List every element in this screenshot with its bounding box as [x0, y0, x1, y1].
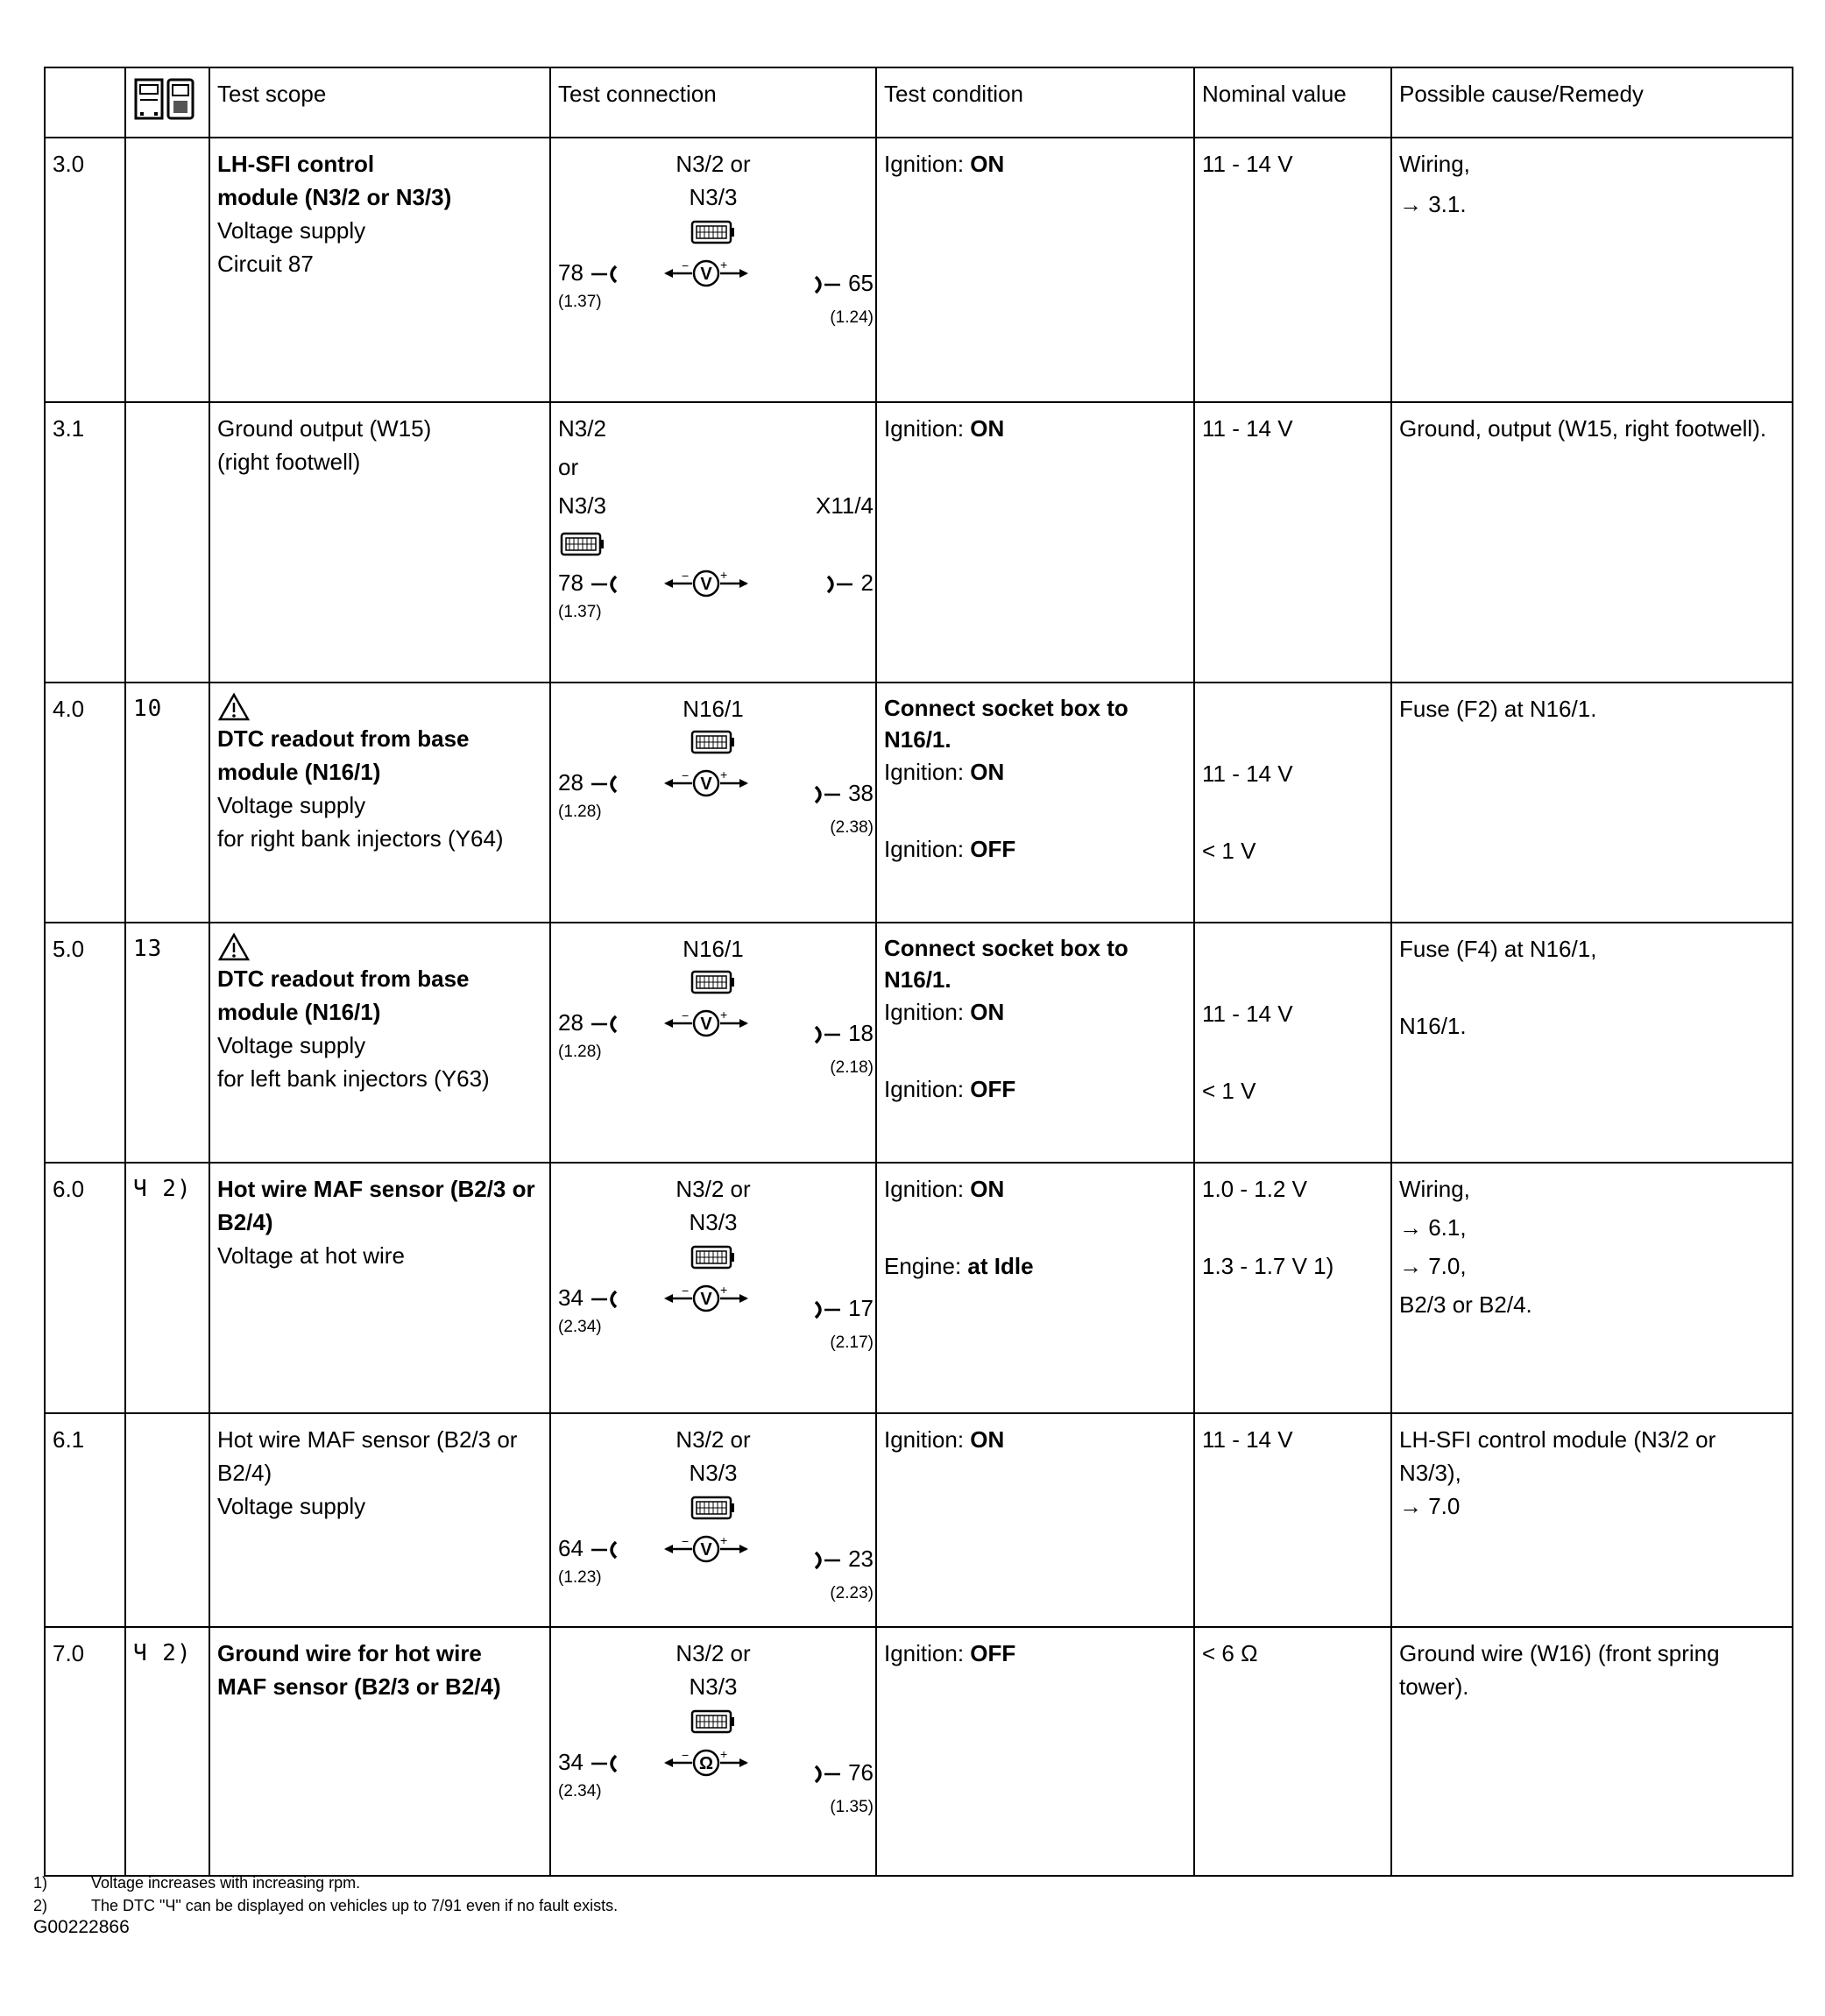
condition-line: [884, 412, 1186, 445]
test-condition: [876, 1413, 1194, 1627]
pin-right-reference: (2.38): [830, 818, 874, 837]
socket-right-icon: [823, 574, 854, 595]
test-connection: [550, 1413, 876, 1627]
condition-value: ON: [970, 151, 1005, 177]
pin-left-number: 34: [558, 1284, 584, 1311]
svg-text:+: +: [720, 767, 728, 782]
pin-right: [810, 780, 874, 806]
connector-box: [690, 729, 732, 753]
connection-module-label: N3/3: [689, 1209, 738, 1235]
pin-right: [810, 1020, 874, 1046]
nominal-value: [1194, 402, 1391, 683]
pin-right: [810, 1759, 874, 1786]
connection-module-label: N3/3: [689, 184, 738, 210]
dtc-code: Ч 2): [125, 1163, 209, 1413]
connection-module-label: or: [558, 454, 579, 480]
test-connection: [550, 1163, 876, 1413]
remedy-line: N3/3),: [1399, 1460, 1461, 1486]
pin-left: [558, 1009, 621, 1036]
test-connection: [550, 402, 876, 683]
socket-left-icon: [590, 264, 621, 285]
scope-line: for right bank injectors (Y64): [217, 825, 504, 852]
pin-left-number: 28: [558, 1009, 584, 1036]
test-meter: [662, 1533, 750, 1574]
connector-icon: [690, 1708, 736, 1735]
nominal-value: [1194, 138, 1391, 402]
condition-line: [884, 147, 1186, 180]
warning-icon: [217, 692, 251, 722]
condition-line: [884, 755, 1186, 789]
condition-value: ON: [970, 1426, 1005, 1453]
svg-text:−: −: [682, 1534, 690, 1548]
pin-right-reference: (1.35): [830, 1798, 874, 1816]
connector-icon: [690, 729, 736, 755]
nominal-line: < 6 Ω: [1202, 1640, 1258, 1666]
scope-line: Hot wire MAF sensor (B2/3 or: [217, 1426, 518, 1453]
nominal-value: [1194, 923, 1391, 1163]
test-connection: [550, 923, 876, 1163]
scope-line: for left bank injectors (Y63): [217, 1065, 490, 1092]
pin-right-reference: (1.24): [830, 308, 874, 327]
nominal-line: 1.3 - 1.7 V 1): [1202, 1253, 1334, 1279]
connection-module-label: N3/2 or: [676, 1640, 751, 1666]
svg-text:+: +: [720, 1283, 728, 1297]
table-row: [45, 683, 1793, 923]
svg-text:+: +: [720, 1747, 728, 1761]
test-scope: [209, 1163, 550, 1413]
scope-line: module (N16/1): [217, 759, 381, 785]
condition-value: ON: [970, 759, 1005, 785]
socket-left-icon: [590, 1539, 621, 1560]
condition-instruction: Connect socket box to: [884, 935, 1128, 961]
document-id: G00222866: [33, 1917, 130, 1937]
scope-line: Voltage supply: [217, 792, 366, 818]
nominal-line: 11 - 14 V: [1202, 415, 1293, 442]
connector-icon: [690, 219, 736, 245]
test-scope: [209, 402, 550, 683]
scope-line: B2/4): [217, 1460, 272, 1486]
step-number: 4.0: [45, 683, 125, 923]
test-scope: [209, 1413, 550, 1627]
pin-right-number: 38: [848, 780, 874, 806]
condition-instruction: Connect socket box to: [884, 695, 1128, 721]
condition-line: [884, 1249, 1186, 1283]
meter-symbol: V: [700, 1540, 712, 1560]
connection-module-label: N3/3: [689, 1673, 738, 1700]
pin-left-number: 64: [558, 1535, 584, 1561]
connector-icon: [690, 1495, 736, 1521]
tester-icon: [133, 77, 196, 121]
voltmeter-icon: [662, 1533, 750, 1565]
table-row: [45, 402, 1793, 683]
connector-icon: [690, 969, 736, 995]
remedy-line: Fuse (F4) at N16/1,: [1399, 936, 1597, 962]
scope-line: B2/4): [217, 1209, 273, 1235]
socket-right-icon: [810, 1024, 842, 1045]
pin-right: [810, 1295, 874, 1321]
remedy-line: Ground wire (W16) (front spring: [1399, 1640, 1720, 1666]
condition-line: [884, 832, 1186, 866]
svg-text:+: +: [720, 1008, 728, 1022]
condition-line: [884, 995, 1186, 1029]
connection-diagram: [551, 1414, 875, 1626]
meter-symbol: Ω: [698, 1754, 714, 1773]
dtc-code: [125, 1413, 209, 1627]
pin-right-reference: (2.17): [830, 1333, 874, 1352]
socket-right-icon: [810, 1299, 842, 1320]
connection-ground-label: X11/4: [815, 492, 874, 519]
remedy-line: tower).: [1399, 1673, 1469, 1700]
possible-remedy: [1391, 1163, 1793, 1413]
scope-line: Voltage supply: [217, 1032, 366, 1058]
pin-left: [558, 1749, 621, 1775]
socket-left-icon: [590, 574, 621, 595]
test-meter: [662, 568, 750, 608]
scope-line: Hot wire MAF sensor (B2/3 or: [217, 1176, 535, 1202]
pin-left-reference: (2.34): [558, 1318, 602, 1336]
remedy-line: Wiring,: [1399, 151, 1470, 177]
test-condition: [876, 1627, 1194, 1876]
table-row: [45, 1627, 1793, 1876]
condition-line: [884, 1423, 1186, 1456]
condition-label: Ignition:: [884, 1076, 971, 1102]
connection-module-label: N3/2 or: [676, 1426, 751, 1453]
socket-right-icon: [810, 1550, 842, 1571]
condition-label: Ignition:: [884, 1640, 971, 1666]
pin-left-reference: (1.28): [558, 803, 602, 821]
meter-symbol: V: [700, 1015, 712, 1034]
test-scope: [209, 1627, 550, 1876]
test-connection: [550, 683, 876, 923]
connector-box: [690, 1495, 732, 1519]
nominal-line: < 1 V: [1202, 838, 1256, 864]
pin-right-reference: (2.18): [830, 1058, 874, 1077]
meter-symbol: V: [700, 1290, 712, 1309]
condition-label: Ignition:: [884, 759, 971, 785]
test-meter: [662, 767, 750, 808]
nominal-value: [1194, 683, 1391, 923]
footnote-number: 1): [33, 1874, 48, 1892]
test-condition: [876, 138, 1194, 402]
table-row: [45, 1413, 1793, 1627]
possible-remedy: [1391, 1627, 1793, 1876]
footnote-number: 2): [33, 1897, 48, 1914]
connector-icon: [560, 531, 605, 557]
connection-module-label: N3/3: [558, 492, 606, 519]
remedy-line: → 3.1.: [1399, 191, 1467, 217]
pin-left-number: 78: [558, 569, 584, 596]
pin-left-reference: (2.34): [558, 1782, 602, 1800]
scope-line: Ground wire for hot wire: [217, 1640, 482, 1666]
table-header-row: [45, 67, 1793, 138]
step-number: 7.0: [45, 1627, 125, 1876]
pin-left: [558, 259, 621, 286]
voltmeter-icon: [662, 258, 750, 289]
condition-value: OFF: [970, 1076, 1016, 1102]
socket-left-icon: [590, 1289, 621, 1310]
step-number: 6.1: [45, 1413, 125, 1627]
condition-label: Ignition:: [884, 1426, 971, 1453]
scope-line: module (N16/1): [217, 999, 381, 1025]
scope-line: DTC readout from base: [217, 966, 470, 992]
header-connection: Test connection: [550, 67, 876, 138]
test-condition: [876, 402, 1194, 683]
possible-remedy: [1391, 402, 1793, 683]
pin-right: [810, 270, 874, 296]
pin-left-reference: (1.28): [558, 1043, 602, 1061]
meter-symbol: V: [700, 775, 712, 794]
svg-text:+: +: [720, 258, 728, 272]
warning-icon: [217, 932, 251, 962]
pin-right: [810, 1546, 874, 1572]
connector-box: [690, 219, 732, 244]
test-condition: [876, 1163, 1194, 1413]
scope-line: (right footwell): [217, 449, 361, 475]
svg-text:−: −: [682, 569, 690, 583]
nominal-value: [1194, 1627, 1391, 1876]
test-condition: [876, 683, 1194, 923]
test-condition: [876, 923, 1194, 1163]
scope-line: Voltage supply: [217, 217, 366, 244]
footnote-text: The DTC "Ч" can be displayed on vehicles up to 7/91 even if no fault exists.: [91, 1897, 619, 1914]
connection-module-label: N3/2 or: [676, 151, 751, 177]
socket-right-icon: [810, 784, 842, 805]
diagnostic-table-sheet: [44, 67, 1792, 1877]
step-number: 3.1: [45, 402, 125, 683]
scope-line: module (N3/2 or N3/3): [217, 184, 452, 210]
pin-left: [558, 1535, 621, 1561]
test-meter: [662, 1008, 750, 1048]
condition-label: Ignition:: [884, 1176, 971, 1202]
condition-line: [884, 1072, 1186, 1106]
connection-diagram: [551, 138, 875, 401]
test-connection: [550, 138, 876, 402]
connection-module-label: N16/1: [683, 696, 744, 722]
header-remedy: Possible cause/Remedy: [1391, 67, 1793, 138]
remedy-line: Ground, output (W15, right footwell).: [1399, 415, 1767, 442]
socket-left-icon: [590, 774, 621, 795]
remedy-line: Wiring,: [1399, 1176, 1470, 1202]
step-number: 3.0: [45, 138, 125, 402]
possible-remedy: [1391, 923, 1793, 1163]
connection-module-label: N3/2 or: [676, 1176, 751, 1202]
pin-right-number: 76: [848, 1759, 874, 1786]
remedy-line: LH-SFI control module (N3/2 or: [1399, 1426, 1716, 1453]
condition-label: Ignition:: [884, 415, 971, 442]
connector-icon: [690, 1244, 736, 1270]
svg-text:−: −: [682, 1008, 690, 1022]
test-scope: [209, 683, 550, 923]
pin-left-number: 78: [558, 259, 584, 286]
nominal-line: 11 - 14 V: [1202, 1001, 1293, 1027]
pin-right-number: 18: [848, 1020, 874, 1046]
remedy-line: N16/1.: [1399, 1013, 1467, 1039]
voltmeter-icon: [662, 1283, 750, 1314]
pin-right: [823, 569, 874, 596]
socket-left-icon: [590, 1753, 621, 1774]
possible-remedy: [1391, 138, 1793, 402]
nominal-line: < 1 V: [1202, 1078, 1256, 1104]
dtc-code: [125, 138, 209, 402]
connection-diagram: [551, 683, 875, 922]
socket-right-icon: [810, 1764, 842, 1785]
remedy-line: → 6.1,: [1399, 1214, 1467, 1241]
scope-line: LH-SFI control: [217, 151, 375, 177]
pin-right-number: 23: [848, 1546, 874, 1572]
pin-right-reference: (2.23): [830, 1584, 874, 1602]
test-meter: [662, 258, 750, 298]
condition-value: ON: [970, 999, 1005, 1025]
connection-module-label: N3/3: [689, 1460, 738, 1486]
test-meter: [662, 1283, 750, 1323]
svg-text:−: −: [682, 1284, 690, 1298]
scope-line: Circuit 87: [217, 251, 314, 277]
pin-right-number: 17: [848, 1295, 874, 1321]
remedy-line: → 7.0,: [1399, 1253, 1467, 1279]
dtc-code: 10: [125, 683, 209, 923]
header-tool: [125, 67, 209, 138]
condition-label: Ignition:: [884, 999, 971, 1025]
table-row: [45, 923, 1793, 1163]
footnote: [33, 1894, 618, 1917]
step-number: 6.0: [45, 1163, 125, 1413]
condition-value: OFF: [970, 836, 1016, 862]
connection-module-label: N16/1: [683, 936, 744, 962]
pin-right-number: 2: [860, 569, 874, 596]
dtc-code: 13: [125, 923, 209, 1163]
footnote-text: Voltage increases with increasing rpm.: [91, 1874, 361, 1892]
socket-right-icon: [810, 274, 842, 295]
footnotes: [33, 1871, 618, 1917]
svg-text:+: +: [720, 1533, 728, 1547]
nominal-line: 11 - 14 V: [1202, 1426, 1293, 1453]
dtc-code: Ч 2): [125, 1627, 209, 1876]
scope-line: Voltage supply: [217, 1493, 366, 1519]
possible-remedy: [1391, 683, 1793, 923]
condition-label: Ignition:: [884, 151, 971, 177]
condition-label: Engine:: [884, 1253, 968, 1279]
svg-text:+: +: [720, 568, 728, 582]
pin-left: [558, 569, 621, 596]
scope-line: Ground output (W15): [217, 415, 432, 442]
test-scope: [209, 923, 550, 1163]
svg-text:−: −: [682, 1748, 690, 1762]
nominal-value: [1194, 1413, 1391, 1627]
condition-value: at Idle: [967, 1253, 1034, 1279]
pin-right-number: 65: [848, 270, 874, 296]
test-connection: [550, 1627, 876, 1876]
svg-text:−: −: [682, 768, 690, 782]
header-scope: Test scope: [209, 67, 550, 138]
pin-left-number: 34: [558, 1749, 584, 1775]
footnote: [33, 1871, 618, 1894]
ohmmeter-icon: [662, 1747, 750, 1779]
connector-box: [690, 969, 732, 994]
pin-left-reference: (1.23): [558, 1568, 602, 1587]
test-meter: [662, 1747, 750, 1787]
connection-diagram: [551, 403, 875, 682]
nominal-value: [1194, 1163, 1391, 1413]
header-condition: Test condition: [876, 67, 1194, 138]
pin-left-number: 28: [558, 769, 584, 796]
pin-left: [558, 769, 621, 796]
connection-diagram: [551, 923, 875, 1162]
pin-left: [558, 1284, 621, 1311]
connector-box: [560, 531, 602, 555]
condition-instruction: N16/1.: [884, 966, 951, 993]
meter-symbol: V: [700, 575, 712, 594]
scope-line: MAF sensor (B2/3 or B2/4): [217, 1673, 501, 1700]
connector-box: [690, 1708, 732, 1733]
condition-line: [884, 1637, 1186, 1670]
header-step: [45, 67, 125, 138]
condition-instruction: N16/1.: [884, 726, 951, 753]
voltmeter-icon: [662, 568, 750, 599]
connection-diagram: [551, 1628, 875, 1875]
remedy-line: Fuse (F2) at N16/1.: [1399, 696, 1597, 722]
meter-symbol: V: [700, 265, 712, 284]
condition-value: OFF: [970, 1640, 1016, 1666]
nominal-line: 1.0 - 1.2 V: [1202, 1176, 1307, 1202]
condition-value: ON: [970, 415, 1005, 442]
condition-label: Ignition:: [884, 836, 971, 862]
nominal-line: 11 - 14 V: [1202, 151, 1293, 177]
header-nominal: Nominal value: [1194, 67, 1391, 138]
nominal-line: 11 - 14 V: [1202, 760, 1293, 787]
connector-box: [690, 1244, 732, 1269]
condition-line: [884, 1172, 1186, 1206]
connection-module-label: N3/2: [558, 415, 606, 442]
step-number: 5.0: [45, 923, 125, 1163]
pin-left-reference: (1.37): [558, 293, 602, 311]
svg-text:−: −: [682, 258, 690, 272]
diagnostic-table: [44, 67, 1793, 1877]
possible-remedy: [1391, 1413, 1793, 1627]
remedy-line: B2/3 or B2/4.: [1399, 1291, 1532, 1318]
pin-left-reference: (1.37): [558, 603, 602, 621]
test-scope: [209, 138, 550, 402]
connection-diagram: [551, 1164, 875, 1412]
scope-line: DTC readout from base: [217, 725, 470, 752]
table-row: [45, 138, 1793, 402]
voltmeter-icon: [662, 767, 750, 799]
voltmeter-icon: [662, 1008, 750, 1039]
remedy-line: → 7.0: [1399, 1493, 1461, 1519]
scope-line: Voltage at hot wire: [217, 1242, 405, 1269]
condition-value: ON: [970, 1176, 1005, 1202]
socket-left-icon: [590, 1014, 621, 1035]
dtc-code: [125, 402, 209, 683]
table-row: [45, 1163, 1793, 1413]
